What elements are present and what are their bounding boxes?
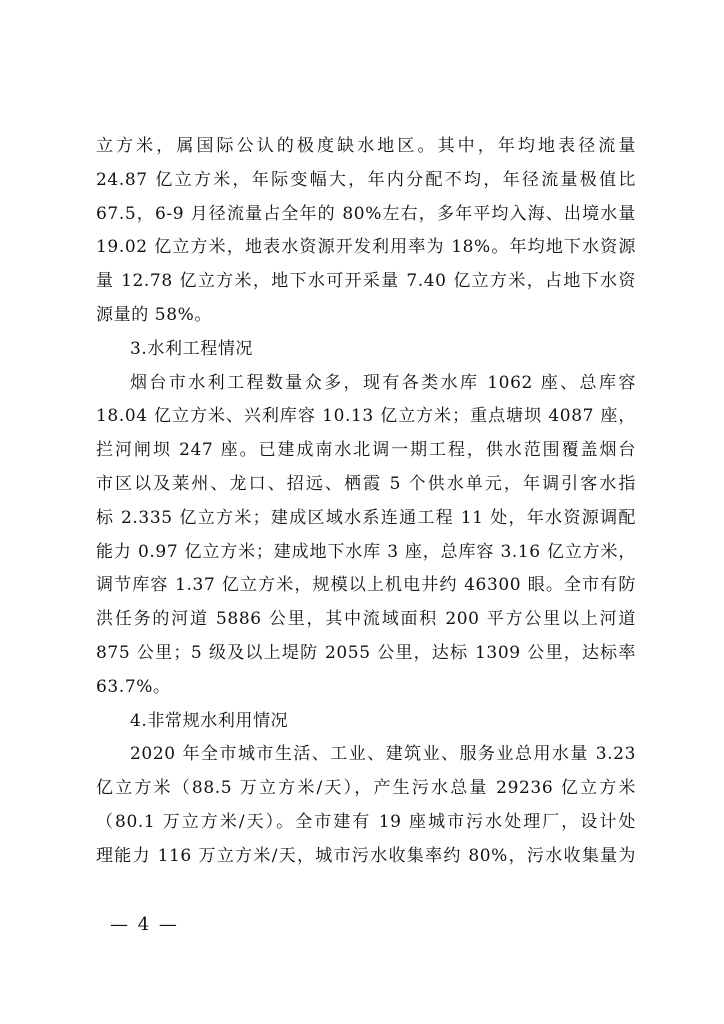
text-line: 市区以及莱州、龙口、招远、栖霞 5 个供水单元，年调引客水指 <box>96 473 636 494</box>
page-number: — 4 — <box>110 914 179 935</box>
text-line: 能力 0.97 亿立方米；建成地下水库 3 座，总库容 3.16 亿立方米， <box>96 541 636 562</box>
text-line: 19.02 亿立方米，地表水资源开发利用率为 18%。年均地下水资源 <box>96 237 636 258</box>
paragraph-unconventional-water <box>96 738 636 873</box>
paragraph-water-projects <box>96 367 636 705</box>
text-line: 18.04 亿立方米、兴利库容 10.13 亿立方米；重点塘坝 4087 座， <box>96 406 636 427</box>
text-line: 理能力 116 万立方米/天，城市污水收集率约 80%，污水收集量为 <box>96 845 636 866</box>
text-line: 标 2.335 亿立方米；建成区域水系连通工程 11 处，年水资源调配 <box>96 507 636 528</box>
text-line: 立方米，属国际公认的极度缺水地区。其中，年均地表径流量 <box>96 136 636 156</box>
text-line: 亿立方米（88.5 万立方米/天），产生污水总量 29236 亿立方米 <box>96 778 636 799</box>
paragraph-water-resources <box>96 130 636 333</box>
text-line: 63.7%。 <box>96 676 171 697</box>
text-line: 2020 年全市城市生活、工业、建筑业、服务业总用水量 3.23 <box>130 744 636 765</box>
text-line: 调节库容 1.37 亿立方米，规模以上机电井约 46300 眼。全市有防 <box>96 575 636 596</box>
text-line: 洪任务的河道 5886 公里，其中流域面积 200 平方公里以上河道 <box>96 609 636 630</box>
text-line: 源量的 58%。 <box>96 304 212 325</box>
text-line: 875 公里；5 级及以上堤防 2055 公里，达标 1309 公里，达标率 <box>96 642 636 663</box>
document-body <box>96 130 636 874</box>
section-heading-3: 3.水利工程情况 <box>130 338 254 359</box>
section-heading-4: 4.非常规水利用情况 <box>130 710 289 731</box>
text-line: （80.1 万立方米/天）。全市建有 19 座城市污水处理厂，设计处 <box>96 811 636 832</box>
text-line: 量 12.78 亿立方米，地下水可开采量 7.40 亿立方米，占地下水资 <box>96 271 636 292</box>
text-line: 烟台市水利工程数量众多，现有各类水库 1062 座、总库容 <box>130 372 636 393</box>
text-line: 67.5，6-9 月径流量占全年的 80%左右，多年平均入海、出境水量 <box>96 203 636 224</box>
text-line: 24.87 亿立方米，年际变幅大，年内分配不均，年径流量极值比 <box>96 169 636 190</box>
text-line: 拦河闸坝 247 座。已建成南水北调一期工程，供水范围覆盖烟台 <box>96 440 636 461</box>
